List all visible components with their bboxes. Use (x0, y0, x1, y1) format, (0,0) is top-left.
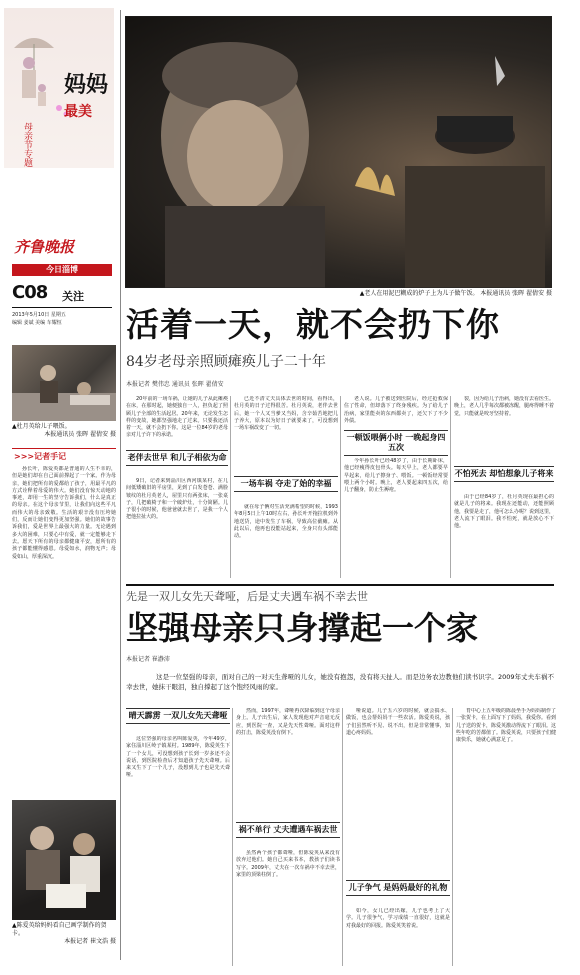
story2-headline: 坚强母亲只身撑起一个家 (126, 609, 479, 647)
story2-kicker: 先是一双儿女先天聋哑，后是丈夫遇车祸不幸去世 (126, 590, 368, 603)
story1-headline: 活着一天，就不会扔下你 (126, 305, 500, 344)
story2-photo-credit: 本报记者 崔文浩 摄 (64, 938, 116, 945)
story2-subhead-a: 晴天霹雳 一双儿女先天聋哑 (126, 708, 230, 724)
side-photo-caption (12, 423, 116, 439)
banner-title-line-2: 最美 (64, 104, 92, 120)
story1-col2-text: 已近不清丈夫具体去世的时间，看得出，杜月英的日子过得很苦。杜月英说，老伴去世后，她一个人又当爹又当妈，含辛茹苦地把儿子养大，原本以为好日子就要来了，可没想到一场车祸改变了一切。 (234, 396, 338, 432)
story2-subhead-b: 祸不单行 丈夫遭遇车祸去世 (236, 822, 340, 838)
story2-col2b-text: 虽然两个孩子都聋哑，但陈爱英从来没有放弃过他们。她自己买来书本，教孩子们读书写字。2009年，丈夫在一次车祸中不幸去世，家里的顶梁柱倒了。 (236, 850, 340, 878)
page-name: 关注 (62, 290, 84, 303)
mother-with-card-photo (12, 800, 116, 920)
story1-byline: 本报记者 樊伟忠 通讯员 张晖 翟倩安 (126, 381, 224, 388)
story1-subhead-b: 一场车祸 夺走了始的幸福 (234, 476, 338, 492)
cooking-stove-scene-icon (125, 16, 552, 288)
story1-col1b-text: 9日，记者来到淄川区西河镇某村，在几间低矮破旧的平房里，见到了白发苍苍、满脸皱纹的杜月英老人，屋里只有两张床，一张桌子，几把破椅子和一个破炉灶，十分简陋。儿子很小的时候，他爸爸就去世了，是我一个人把他拉扯大的。 (126, 478, 228, 521)
story1-subheadline: 84岁老母亲照顾瘫痪儿子二十年 (126, 354, 326, 370)
story1-subhead-a: 老伴去世早 和儿子相依为命 (126, 450, 228, 466)
story1-col4-text: 裂，因为给儿子治病，她没有去看医生。晚上，老人几乎每次都被冻醒，腿疼得睡不着觉，只能就是咬牙坚持着。 (454, 396, 554, 417)
top-photo-caption: ▲老人在用泥巴糊成的炉子上为儿子做午饭。 本报通讯员 张晖 翟倩安 摄 (359, 290, 552, 297)
story2-col2-text: 然而，1997年，聋哑再次降临到这个母亲身上。儿子出生后，家人发现他对声音毫无反应，到医院一查，又是先天性聋哑。面对这样的打击，陈爱英没有倒下。 (236, 708, 340, 736)
mother-feeding-son-photo (12, 345, 116, 421)
section-tag: 今日淄博 (12, 264, 112, 276)
reporter-note-body: 孙长叶，陈爱英都是普通的人生不幸的，但是她们却在自己面前撑起了一个家。作为母亲，她们把所有的爱都给了孩子，用最平凡的方式诠释着母爱的伟大。她们没有惊天动地的事迹，却用一生的坚守告诉我们，什么是真正的母亲。在这个母亲节里，让我们向这些平凡而伟大的母亲致敬。生活的艰辛没有压垮她们，反而让她们变得更加坚强。她们的故事告诉我们，爱是世界上最强大的力量。无论遇到多大的困难，只要心中有爱，就一定能够走下去。愿天下所有的母亲都健康平安，愿所有的孩子都能懂得感恩。母爱如水，润物无声；母爱如山，厚重深沉。 (12, 466, 116, 560)
issue-date: 2013年5月10日 星期五 (12, 312, 66, 318)
reporter-note-header: >>>记者手记 (14, 452, 67, 461)
paper-name: 齐鲁晚报 (14, 238, 75, 256)
editor-credits: 编辑 姜斌 美编 车耀恒 (12, 320, 62, 326)
page-code: C08 (12, 282, 48, 303)
story1-col1-text: 20年前的一场车祸，让她的儿子从此瘫痪在床，在那时起，她便独自一人，担负起了照顾儿子全部的生活起居。20年来，无论发生怎样的变故，她都坚强地走了过来。只要我还活着一天，就不会扔下你。这是一位84岁的老母亲对儿子许下的承诺。 (126, 396, 228, 439)
elderly-mother-cooking-photo (125, 16, 552, 288)
story2-photo-caption-text: ▲陈爱英给妈妈看自己画学制作的贺卡。 (12, 922, 107, 937)
story2-lead: 这是一位坚强的母亲，面对自己的一对天生聋哑的儿女，她没有抱怨，没有将天扯人。而是边务农边教他们读书识字。2009年丈夫车祸不幸去世，她抹干眼泪，独自撑起了这个饱经风雨的家。 (126, 673, 554, 691)
story1-col3b-text: 今年孙长叶已经48岁了，由于长期卧床，他已经瘦得皮包骨头。每天早上，老人都要早早起来，给儿子擦身子、喂饭。一顿饭经常要喂上两个小时。晚上，老人要起来四五次，给儿子翻身，防止生褥疮。 (344, 458, 448, 494)
story2-col4-text: 育中心上五年级的陈晨坐手为妈妈制作了一张贺卡，在上面写下了妈妈，我爱你。看到儿子送的贺卡，陈爱英激动得流下了眼泪。这些年吃的苦都值了。陈爱英说，只要孩子们健康快乐，她就心满意足了。 (456, 708, 556, 744)
side-photo-credit: 本报通讯员 张晖 翟倩安 摄 (44, 431, 116, 438)
side-photo-caption-text: ▲杜月英给儿子喂饭。 (12, 423, 71, 430)
story1-col3-text: 老人说。儿子被送到医院后，经过抢救保住了性命，但却落下了终身残疾。为了给儿子治病，家里能卖的东西都卖了，还欠下了不少外债。 (344, 396, 448, 424)
story2-col3b-text: 如今，女儿已经出嫁，儿子也考上了大学。儿子很争气，学习成绩一直很好，这就是对我最好的回报。陈爱英笑着说。 (346, 908, 450, 929)
banner-title-line-1: 妈妈 (64, 73, 109, 98)
banner-vertical-text: 母亲节专题 (22, 122, 32, 167)
story2-col3-text: 哑说道。儿子五六岁的时候，就会搞水、做饭，也会帮妈妈干一些农活。陈爱英说，孩子们虽然听不见、说不出，但是非常懂事，知道心疼妈妈。 (346, 708, 450, 736)
mother-son-greeting-card-icon (12, 800, 116, 920)
story2-photo-caption (12, 922, 116, 946)
story2-col1-text: 这位坚强的母亲名叫陈爱英，今年49岁，家住淄川区岭子镇某村。1989年，陈爱英生下了一个女儿，可没想到孩子长到一岁多还不会说话，到医院检查后才知道孩子先天聋哑。后来又生下了一个儿子，没想到儿子也是先天聋哑。 (126, 736, 230, 779)
story1-subhead-c: 一顿饭喂俩小时 一晚起身四五次 (344, 430, 448, 456)
story2-subhead-c: 儿子争气 是妈妈最好的礼物 (346, 880, 450, 896)
bedside-scene-icon (12, 345, 116, 421)
banner-title (64, 74, 108, 124)
story2-byline: 本报记者 崔瀞沛 (126, 656, 170, 663)
story1-col4b-text: 由于已经84岁了，杜月英现在最担心的就是儿子的将来。我现在还能动，还能照顾他，我要是走了，他可怎么办呢？说到这里，老人流下了眼泪。我不怕死，就是放心不下他。 (454, 494, 554, 530)
story1-col2b-text: 就在母子俩对生活充满希望的时候，1993年8月5日上午10时左右，孙长叶开拖拉机到外地送货，途中发生了车祸，导致高位截瘫。从此以后，他再也没能站起来，全身只有头部能动。 (234, 504, 338, 540)
story1-subhead-d: 不怕死去 却怕想象儿子将来 (454, 466, 554, 482)
